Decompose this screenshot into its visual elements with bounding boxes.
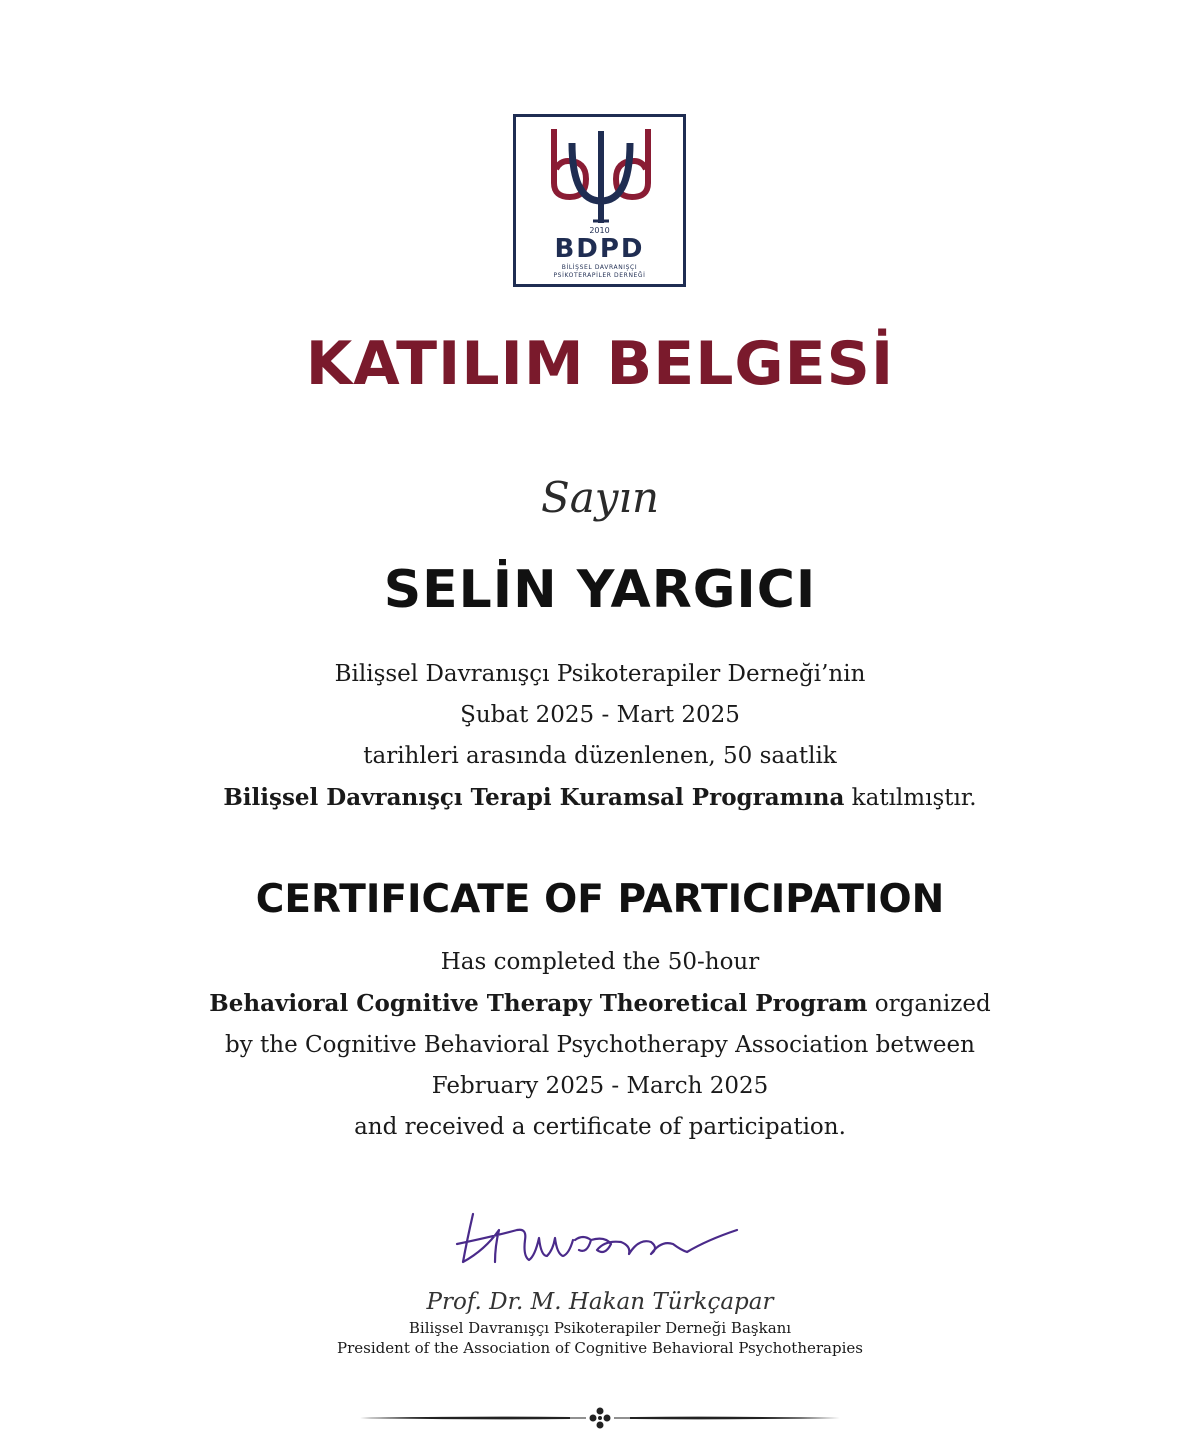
logo-org-line1: BİLİŞSEL DAVRANIŞÇI <box>561 264 638 271</box>
certificate-title: KATILIM BELGESİ <box>305 329 895 399</box>
en-body-line5: and received a certificate of participation. <box>354 1114 846 1140</box>
ornament-divider-icon <box>360 1406 840 1430</box>
en-program-name: Behavioral Cognitive Therapy Theoretical Program <box>209 990 868 1017</box>
salutation: Sayın <box>540 473 660 522</box>
en-body-line2-rest: organized <box>867 991 991 1017</box>
signer-name: Prof. Dr. M. Hakan Türkçapar <box>426 1289 774 1315</box>
tr-body-line3: tarihleri arasında düzenlenen, 50 saatlik <box>363 743 837 769</box>
en-body-line4: February 2025 - March 2025 <box>431 1073 769 1099</box>
en-body-line1: Has completed the 50-hour <box>440 949 760 975</box>
tr-body-line2: Şubat 2025 - Mart 2025 <box>460 702 740 728</box>
recipient-name: SELİN YARGICI <box>383 560 817 620</box>
logo-year: 2010 <box>589 226 610 235</box>
tr-body-line4-rest: katılmıştır. <box>844 785 977 811</box>
tr-body-line4 <box>100 777 1100 819</box>
tr-body-line1: Bilişsel Davranışçı Psikoterapiler Derneği’nin <box>334 661 866 687</box>
signer-title-english: President of the Association of Cognitive Behavioral Psychotherapies <box>337 1339 863 1357</box>
english-body <box>100 942 1100 1148</box>
en-body-line2 <box>100 983 1100 1025</box>
logo-abbreviation: BDPD <box>554 234 645 264</box>
bdpd-logo <box>513 114 686 287</box>
en-body-line3: by the Cognitive Behavioral Psychotherapy Association between <box>225 1032 975 1058</box>
signature-icon <box>455 1200 745 1275</box>
tr-program-name: Bilişsel Davranışçı Terapi Kuramsal Programına <box>223 784 845 811</box>
turkish-body <box>100 654 1100 819</box>
psi-emblem-icon <box>516 117 683 227</box>
logo-org-line2: PSİKOTERAPİLER DERNEĞİ <box>553 272 646 279</box>
signer-title-turkish: Bilişsel Davranışçı Psikoterapiler Derneği Başkanı <box>408 1319 792 1337</box>
english-title: CERTIFICATE OF PARTICIPATION <box>255 877 945 922</box>
